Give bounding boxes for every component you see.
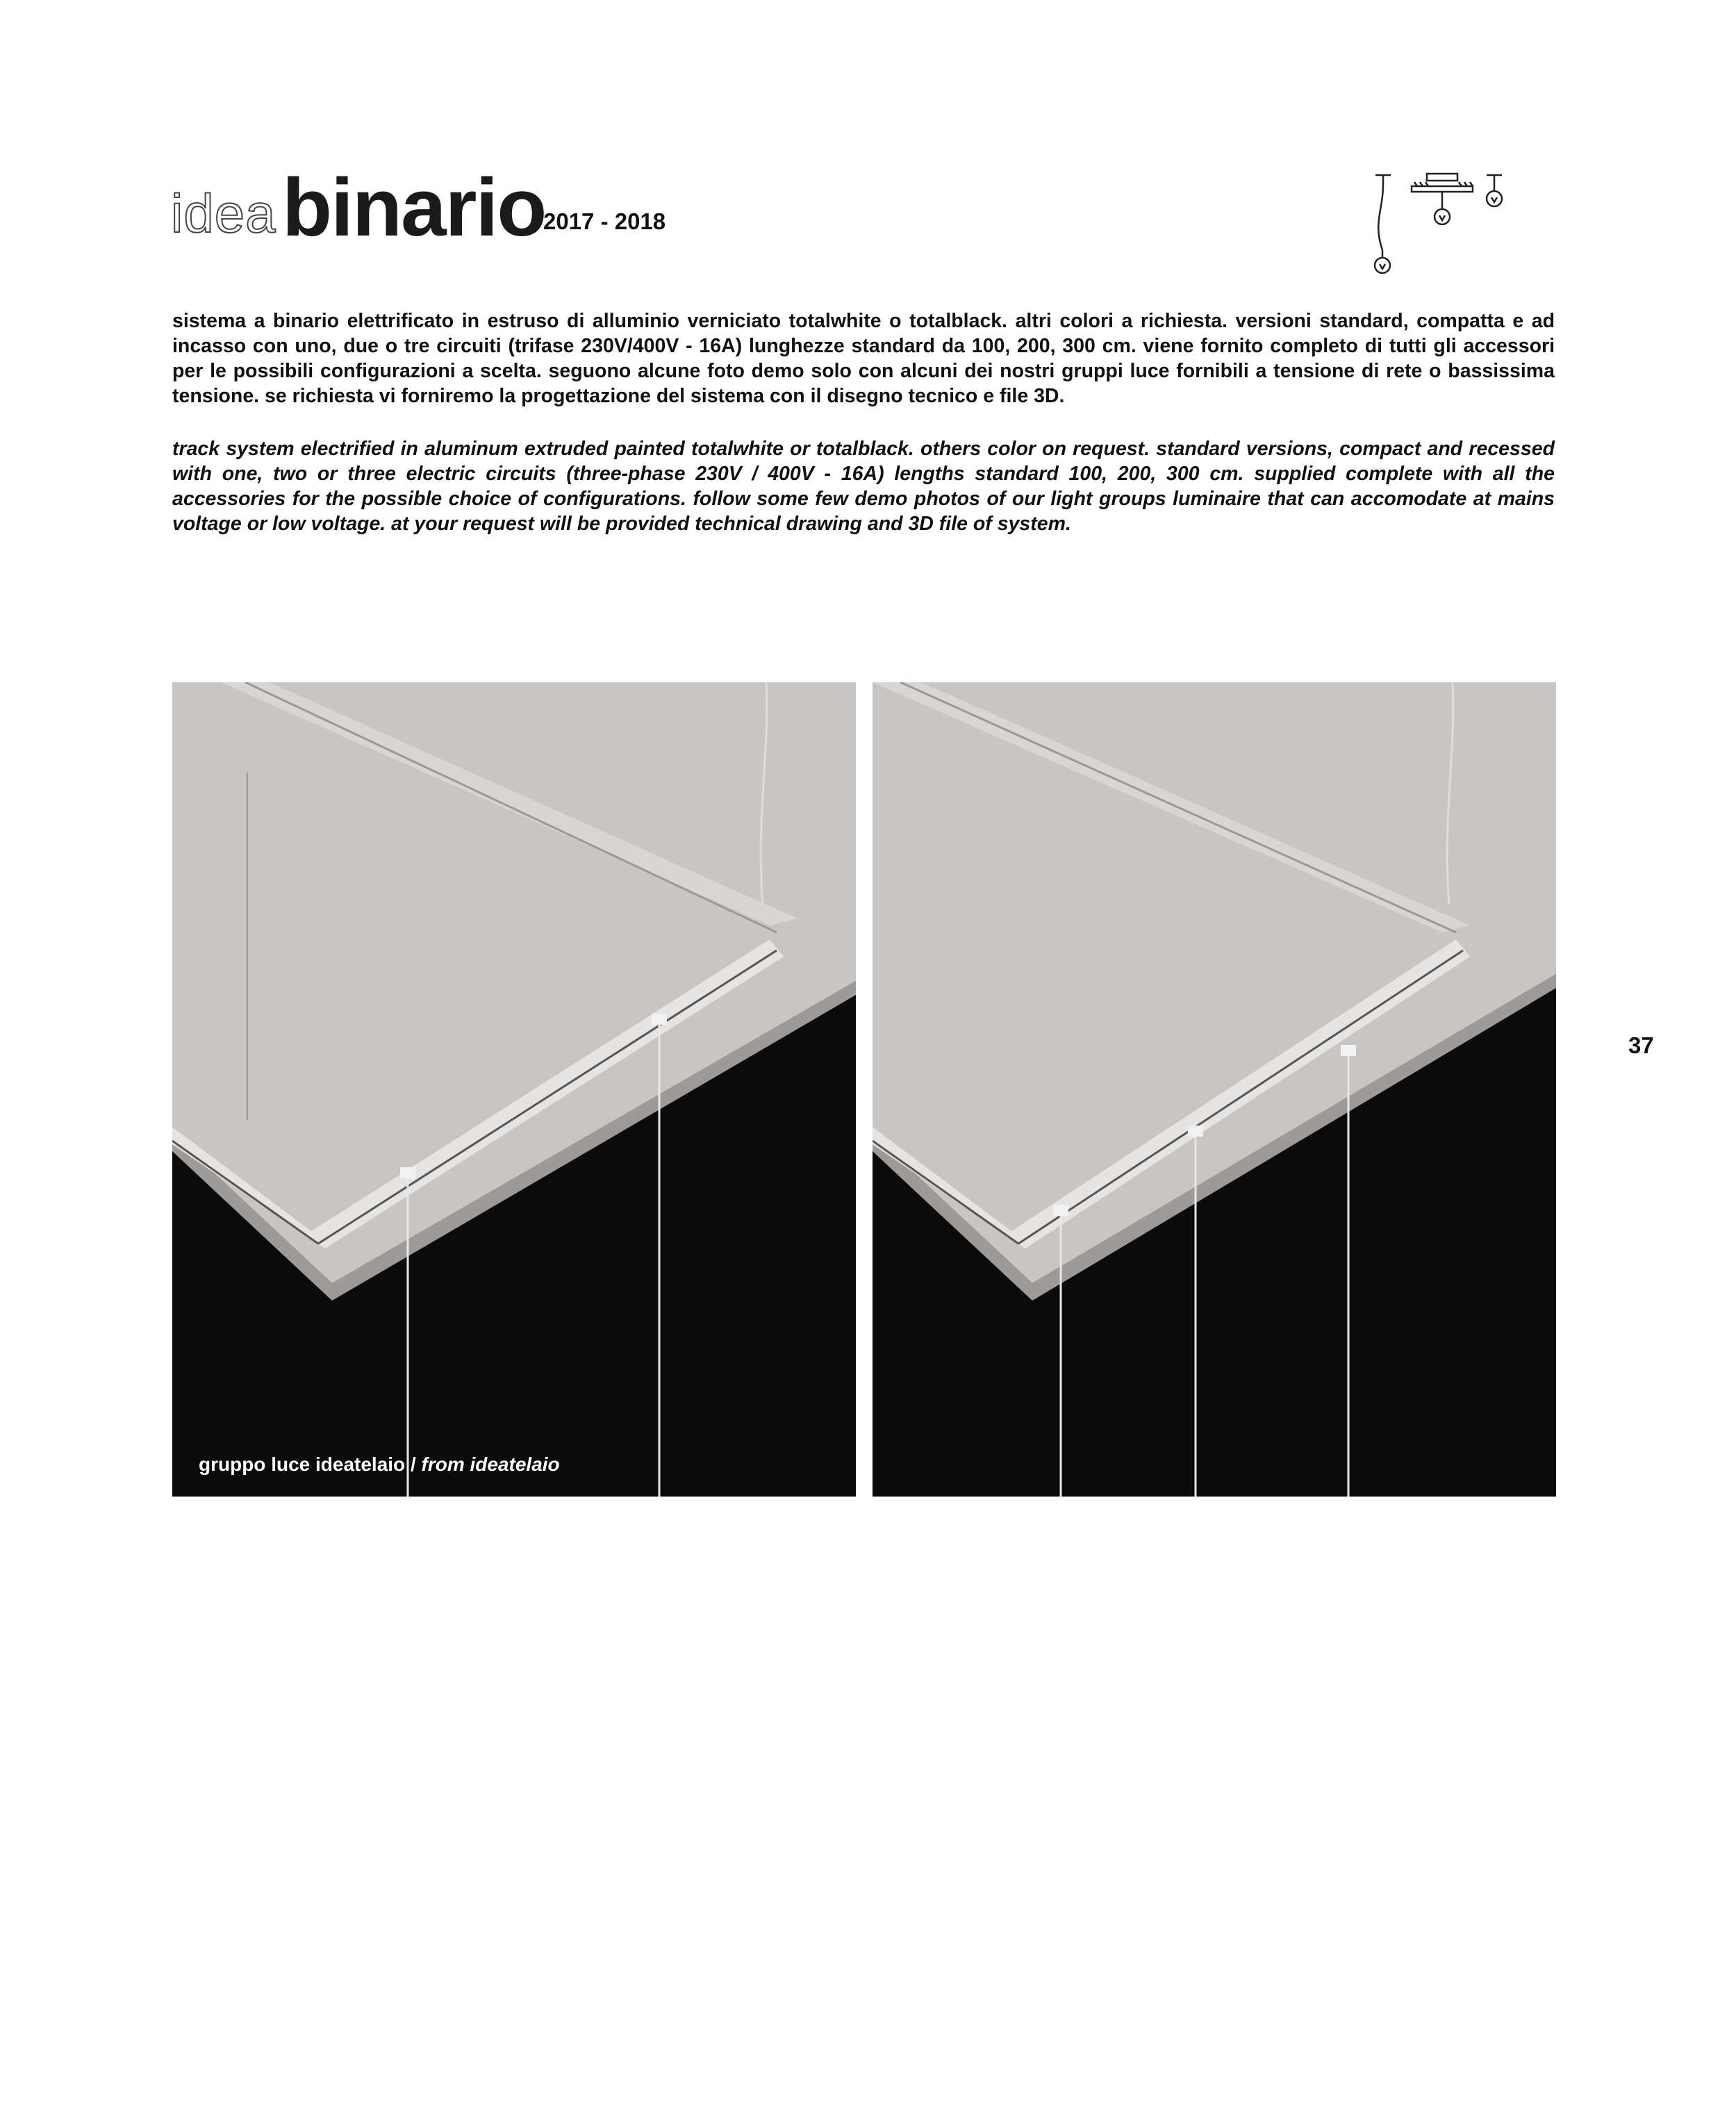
mounting-icons (1348, 167, 1556, 285)
brand-years: 2017 - 2018 (543, 208, 666, 234)
recessed-track-pendant-icon (1412, 174, 1473, 224)
ceiling-pendant-icon (1375, 175, 1391, 273)
brand-name: binario (282, 162, 546, 254)
photo-white-frame-lamps (172, 682, 856, 1497)
caption-prefix: gruppo luce ideatelaio / (199, 1453, 416, 1475)
photo-copper-frame-lamps (873, 682, 1556, 1497)
photo-caption (199, 1453, 560, 1476)
track-spot-pendant-icon (1487, 175, 1502, 206)
description-english: track system electrified in aluminum extruded painted totalwhite or totalblack. others color on request. standard versions, compact and recessed with one, two or three electric circuits (three-phase 230V / 400V - 16A) lengths standard 100, 200, 300 cm. supplied complete with all the accessories for the possible choice of configurations. follow some few demo photos of our light groups luminaire that can accomodate at mains voltage or low voltage. at your request will be provided technical drawing and 3D file of system. (172, 438, 1555, 535)
brand-prefix: idea (171, 183, 276, 244)
description-italian: sistema a binario elettrificato in estruso di alluminio verniciato totalwhite o totalblack. altri colori a richiesta. versioni standard, compatta e ad incasso con uno, due o tre circuiti (trifase 230V/400V - 16A) lunghezze standard da 100, 200, 300 cm. viene fornito completo di tutti gli accessori per le possibili configurazioni a scelta. seguono alcune foto demo solo con alcuni dei nostri gruppi luce fornibili a tensione di rete o bassissima tensione. se richiesta vi forniremo la progettazione del sistema con il disegno tecnico e file 3D. (172, 310, 1555, 407)
page-number: 37 (1628, 1032, 1654, 1058)
caption-suffix: from ideatelaio (421, 1453, 560, 1475)
